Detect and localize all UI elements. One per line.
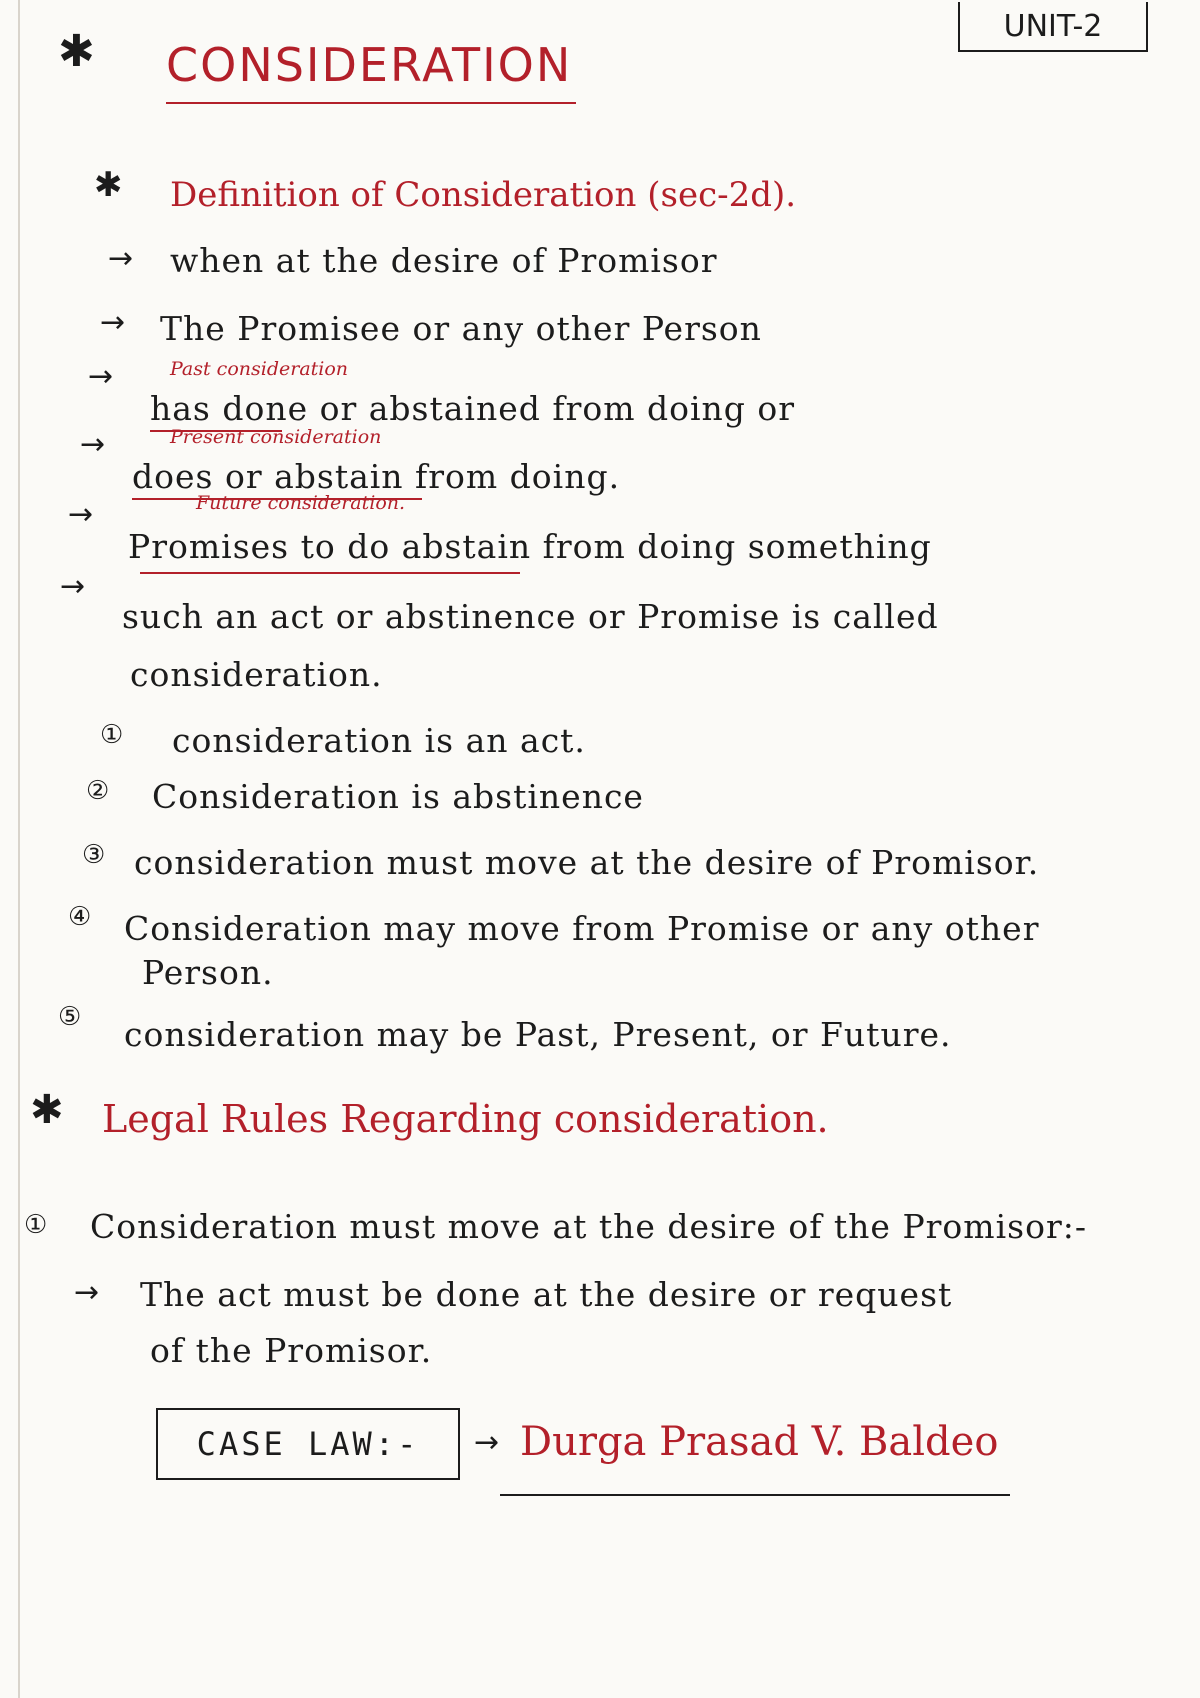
arrow-icon: → <box>74 1275 100 1310</box>
note-present-consideration: Present consideration <box>170 426 382 448</box>
definition-line: has done or abstained from doing or <box>150 389 796 428</box>
arrow-icon: → <box>68 497 94 532</box>
title-underline <box>166 102 576 104</box>
point-number: ① <box>100 720 124 750</box>
page-title: CONSIDERATION <box>166 38 573 92</box>
case-law-underline <box>500 1494 1010 1496</box>
definition-line: consideration. <box>130 655 383 694</box>
point-text: consideration must move at the desire of Promisor. <box>134 843 1040 882</box>
point-text-continued: Person. <box>142 953 274 992</box>
margin-line <box>18 0 20 1698</box>
arrow-icon: → <box>100 305 126 340</box>
definition-line: The Promisee or any other Person <box>160 309 762 348</box>
point-text: consideration is an act. <box>172 721 586 760</box>
arrow-icon: → <box>60 569 86 604</box>
unit-label: UNIT-2 <box>958 2 1148 52</box>
point-number: ④ <box>68 902 92 932</box>
rule-number: ① <box>24 1210 48 1240</box>
legal-rules-heading: Legal Rules Regarding consideration. <box>102 1097 829 1141</box>
arrow-icon: → <box>80 427 106 462</box>
point-text: Consideration may move from Promise or any other <box>124 909 1040 948</box>
arrow-icon: → <box>88 359 114 394</box>
note-past-consideration: Past consideration <box>170 358 349 380</box>
point-number: ⑤ <box>58 1002 82 1032</box>
point-number: ③ <box>82 840 106 870</box>
star-icon: ✱ <box>58 26 95 77</box>
point-text: consideration may be Past, Present, or Future. <box>124 1015 952 1054</box>
definition-line: Promises to do abstain from doing something <box>128 527 932 566</box>
point-text: Consideration is abstinence <box>152 777 644 816</box>
arrow-icon: → <box>474 1425 500 1460</box>
note-future-consideration: Future consideration. <box>196 492 406 514</box>
definition-heading: Definition of Consideration (sec-2d). <box>170 175 797 215</box>
star-icon: ✱ <box>30 1087 64 1133</box>
rule-text: Consideration must move at the desire of the Promisor:- <box>90 1207 1087 1246</box>
rule-subtext: of the Promisor. <box>150 1331 433 1370</box>
definition-line: does or abstain from doing. <box>132 457 621 496</box>
point-number: ② <box>86 776 110 806</box>
rule-subtext: The act must be done at the desire or request <box>140 1275 953 1314</box>
case-law-box: CASE LAW:- <box>156 1408 460 1480</box>
arrow-icon: → <box>108 241 134 276</box>
case-law-name: Durga Prasad V. Baldeo <box>520 1419 999 1465</box>
future-underline <box>140 572 520 574</box>
definition-line: when at the desire of Promisor <box>170 241 718 280</box>
star-icon: ✱ <box>94 165 123 205</box>
definition-line: such an act or abstinence or Promise is called <box>122 597 939 636</box>
